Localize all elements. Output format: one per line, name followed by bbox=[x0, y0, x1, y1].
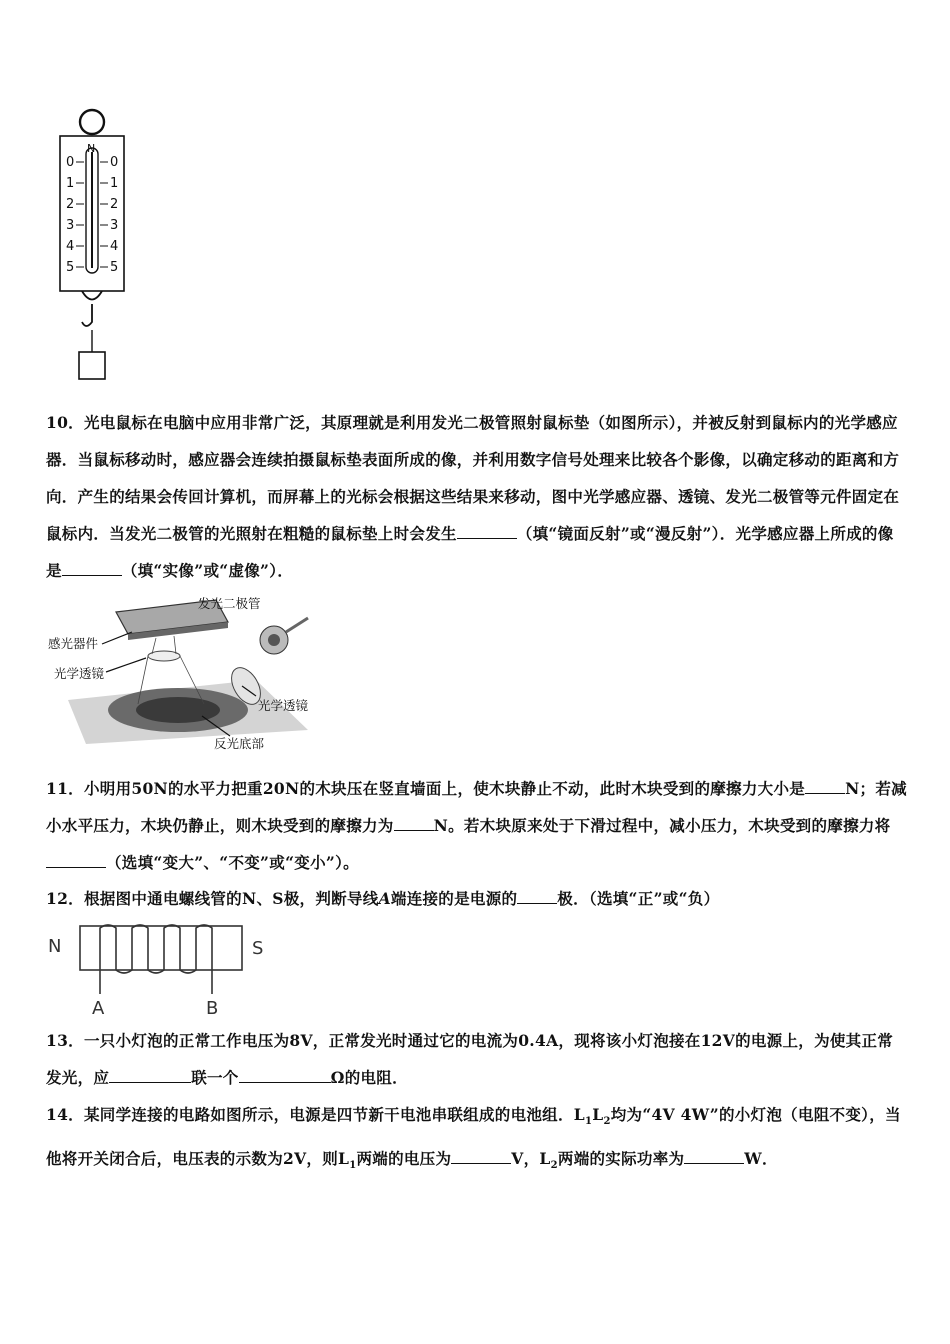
question-14: 14．某同学连接的电路如图所示，电源是四节新干电池串联组成的电池组．$L_1L_2$均为“4V 4W”的小灯泡（电阻不变），当他将开关闭合后，电压表的示数为2V，则$L_1$两端的电压为 V，$L_2$两端的实际功率为 W． bbox=[46, 1105, 901, 1172]
answer-blank-friction-1[interactable] bbox=[805, 775, 845, 794]
svg-text:2: 2 bbox=[110, 197, 119, 212]
scale-hook bbox=[82, 291, 102, 326]
solenoid-coil bbox=[100, 925, 212, 973]
question-12: 12．根据图中通电螺线管的N、S极，判断导线A端连接的是电源的 极．（选填“正”或“负） bbox=[46, 880, 908, 917]
question-number: 11． bbox=[46, 779, 84, 798]
solenoid-diagram bbox=[46, 922, 286, 1018]
question-number: 14． bbox=[46, 1105, 84, 1124]
answer-blank-resistance[interactable] bbox=[239, 1064, 331, 1083]
answer-blank-pole[interactable] bbox=[517, 885, 557, 904]
scale-ring bbox=[80, 110, 104, 134]
label-terminal-b: B bbox=[206, 998, 219, 1018]
svg-text:3: 3 bbox=[110, 218, 119, 233]
question-number: 12． bbox=[46, 889, 84, 908]
svg-text:5: 5 bbox=[66, 260, 75, 275]
question-10: 10．光电鼠标在电脑中应用非常广泛，其原理就是利用发光二极管照射鼠标垫（如图所示），并被反射到鼠标内的光学感应器．当鼠标移动时，感应器会连续拍摄鼠标垫表面所成的像，并利用数字信号处理来比较各个影像，以确定移动的距离和方向．产生的结果会传回计算机，而屏幕上的光标会根据这些结果来移动，图中光学感应器、透镜、发光二极管等元件固定在鼠标内．当发光二极管的光照射在粗糙的鼠标垫上时会发生 （填“镜面反射”或“漫反射”）．光学感应器上所成的像是 （填“实像”或“虚像”）． bbox=[46, 413, 900, 580]
answer-blank-friction-change[interactable] bbox=[46, 849, 106, 868]
solenoid-core bbox=[80, 926, 242, 970]
scale-right-ticks bbox=[110, 155, 118, 275]
svg-text:0: 0 bbox=[66, 155, 75, 170]
scale-unit-label: N bbox=[87, 142, 96, 155]
svg-text:4: 4 bbox=[110, 239, 119, 254]
question-11: 11．小明用50N的水平力把重20N的木块压在竖直墙面上，使木块静止不动，此时木块受到的摩擦力大小是 N；若减小水平压力，木块仍静止，则木块受到的摩擦力为 N。若木块原来处于下滑过程中，减小压力，木块受到的摩擦力将（选填“变大”、“不变”或“变小”）。 bbox=[46, 770, 908, 881]
label-south-pole: S bbox=[252, 938, 264, 959]
label-lens-left: 光学透镜 bbox=[54, 666, 105, 681]
answer-blank-image-type[interactable] bbox=[62, 557, 122, 576]
hanging-weight bbox=[79, 352, 105, 379]
optical-mouse-diagram bbox=[46, 592, 318, 754]
question-number: 13． bbox=[46, 1031, 84, 1050]
label-sensor: 感光器件 bbox=[48, 636, 99, 651]
label-north-pole: N bbox=[48, 936, 62, 957]
svg-text:3: 3 bbox=[66, 218, 75, 233]
label-lens-right: 光学透镜 bbox=[258, 698, 309, 713]
scale-left-ticks bbox=[66, 155, 74, 275]
answer-blank-voltage[interactable] bbox=[451, 1145, 511, 1164]
answer-blank-connection[interactable] bbox=[109, 1064, 191, 1083]
svg-text:2: 2 bbox=[66, 197, 75, 212]
answer-blank-friction-2[interactable] bbox=[394, 812, 434, 831]
svg-text:5: 5 bbox=[110, 260, 119, 275]
svg-text:4: 4 bbox=[66, 239, 75, 254]
question-13: 13．一只小灯泡的正常工作电压为8V，正常发光时通过它的电流为0.4A，现将该小灯泡接在12V的电源上，为使其正常发光，应 联一个 Ω的电阻． bbox=[46, 1031, 894, 1087]
svg-text:1: 1 bbox=[110, 176, 119, 191]
left-lens bbox=[148, 651, 180, 661]
label-reflective-base: 反光底部 bbox=[214, 736, 265, 751]
answer-blank-power[interactable] bbox=[684, 1145, 744, 1164]
label-terminal-a: A bbox=[92, 998, 105, 1018]
svg-text:1: 1 bbox=[66, 176, 75, 191]
svg-text:0: 0 bbox=[110, 155, 119, 170]
spring-scale-figure bbox=[52, 108, 142, 388]
question-number: 10． bbox=[46, 413, 84, 432]
answer-blank-reflection[interactable] bbox=[457, 520, 517, 539]
label-led: 发光二极管 bbox=[198, 596, 261, 611]
question-text: 光电鼠标在电脑中应用非常广泛，其原理就是利用发光二极管照射鼠标垫（如图所示），并被反射到鼠标内的光学感应器．当鼠标移动时，感应器会连续拍摄鼠标垫表面所成的像，并利用数字信号处理来比较各个影像，以确定移动的距离和方向．产生的结果会传回计算机，而屏幕上的光标会根据这些结果来移动，图中光学感应器、透镜、发光二极管等元件固定在鼠标内．当发光二极管的光照射在粗糙的鼠标垫上时会发生 bbox=[46, 413, 900, 543]
